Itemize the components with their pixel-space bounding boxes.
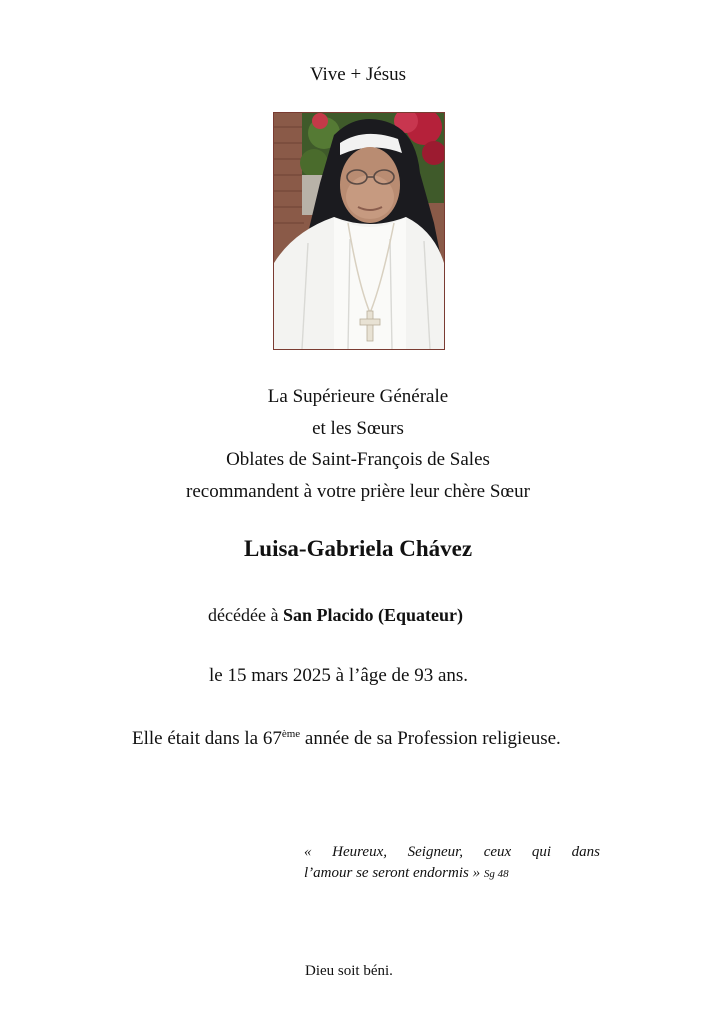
- recommend-line-sisters: et les Sœurs: [312, 417, 404, 439]
- profession-ordinal-suffix: ème: [281, 728, 301, 740]
- quote-line-2-text: l’amour se seront endormis »: [304, 865, 484, 881]
- scripture-quote: [304, 842, 600, 885]
- quote-line-1: « Heureux, Seigneur, ceux qui dans: [304, 844, 600, 860]
- profession-line: [132, 727, 561, 751]
- death-date-line: le 15 mars 2025 à l’âge de 93 ans.: [209, 665, 469, 686]
- death-place-line: [208, 603, 463, 627]
- profession-suffix: année de sa Profession religieuse.: [300, 728, 561, 749]
- closing-blessing: Dieu soit béni.: [305, 963, 393, 979]
- profession-prefix: Elle était dans la 67: [132, 728, 282, 749]
- header-motto: Vive + Jésus: [309, 64, 407, 85]
- death-place: San Placido (Equateur): [282, 605, 463, 625]
- quote-reference: Sg 48: [483, 868, 509, 880]
- recommend-line-congregation: Oblates de Saint-François de Sales: [226, 449, 490, 470]
- recommend-line-prayer: recommandent à votre prière leur chère Sœur: [186, 480, 530, 502]
- portrait-photo: [273, 112, 445, 350]
- quote-line-2: [304, 863, 600, 885]
- recommend-line-superior: La Supérieure Générale: [267, 386, 449, 407]
- death-place-prefix: décédée à: [208, 605, 283, 625]
- deceased-name: Luisa-Gabriela Chávez: [243, 536, 473, 561]
